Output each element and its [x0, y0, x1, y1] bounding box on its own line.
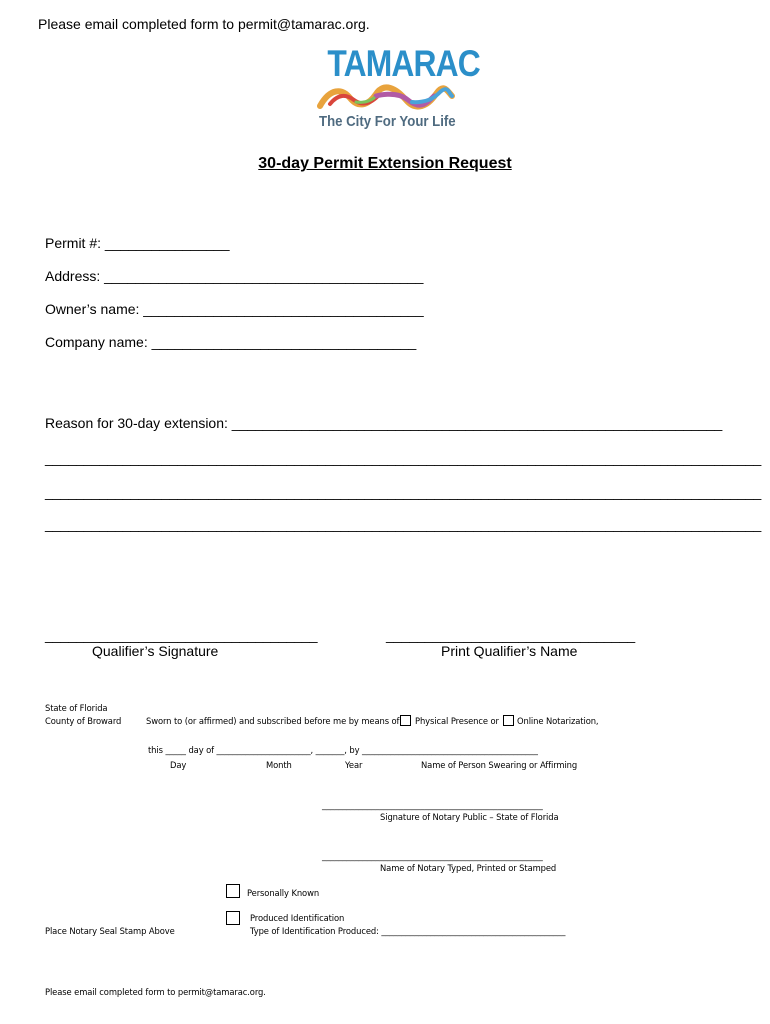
label-person-name: Name of Person Swearing or Affirming	[421, 760, 578, 770]
qualifier-name-line[interactable]: ________________________________	[386, 627, 636, 643]
notary-state: State of Florida	[45, 703, 108, 713]
address-field[interactable]: Address: _________________________________________	[45, 268, 424, 284]
qualifier-signature-line[interactable]: ___________________________________	[45, 627, 318, 643]
notary-signature-label: Signature of Notary Public – State of Florida	[380, 812, 559, 822]
reason-line[interactable]: ____________________________________________________________________________________________	[45, 484, 762, 500]
qualifier-name-label: Print Qualifier’s Name	[441, 643, 578, 659]
notary-name-label: Name of Notary Typed, Printed or Stamped	[380, 863, 557, 873]
notary-county: County of Broward	[45, 716, 122, 726]
id-type-field[interactable]: Type of Identification Produced: _____________________________________________	[250, 926, 566, 936]
qualifier-signature-label: Qualifier’s Signature	[92, 643, 219, 659]
reason-line[interactable]: ____________________________________________________________________________________________	[45, 450, 762, 466]
personally-known-checkbox[interactable]	[226, 884, 240, 898]
notary-seal-note: Place Notary Seal Stamp Above	[45, 926, 175, 936]
reason-line[interactable]: ____________________________________________________________________________________________	[45, 516, 762, 532]
online-notarization-checkbox[interactable]	[503, 715, 514, 726]
owner-name-field[interactable]: Owner’s name: ____________________________________	[45, 301, 424, 317]
reason-field[interactable]: Reason for 30-day extension: _______________________________________________________________	[45, 415, 723, 431]
label-month: Month	[266, 760, 292, 770]
notary-sworn-text: Sworn to (or affirmed) and subscribed before me by means of	[146, 716, 400, 726]
produced-id-checkbox[interactable]	[226, 911, 240, 925]
notary-date-line[interactable]: this _____ day of _______________________, _______, by ___________________________________________	[148, 745, 538, 755]
notary-name-line[interactable]: ______________________________________________________	[322, 851, 543, 861]
label-day: Day	[170, 760, 187, 770]
company-name-field[interactable]: Company name: __________________________________	[45, 334, 417, 350]
personally-known-label: Personally Known	[247, 888, 320, 898]
label-year: Year	[345, 760, 363, 770]
header-email-note: Please email completed form to permit@tamarac.org.	[38, 16, 370, 32]
produced-id-label: Produced Identification	[250, 913, 345, 923]
form-title: 30-day Permit Extension Request	[258, 155, 512, 172]
online-notarization-label: Online Notarization,	[517, 716, 599, 726]
permit-number-field[interactable]: Permit #: ________________	[45, 235, 230, 251]
notary-signature-line[interactable]: ______________________________________________________	[322, 800, 543, 810]
footer-email-note: Please email completed form to permit@tamarac.org.	[45, 987, 266, 997]
physical-presence-label: Physical Presence or	[415, 716, 499, 726]
logo-tagline: The City For Your Life	[319, 113, 456, 130]
logo-wave-graphic	[316, 84, 456, 112]
physical-presence-checkbox[interactable]	[400, 715, 411, 726]
logo-wordmark: TAMARAC	[327, 43, 480, 84]
